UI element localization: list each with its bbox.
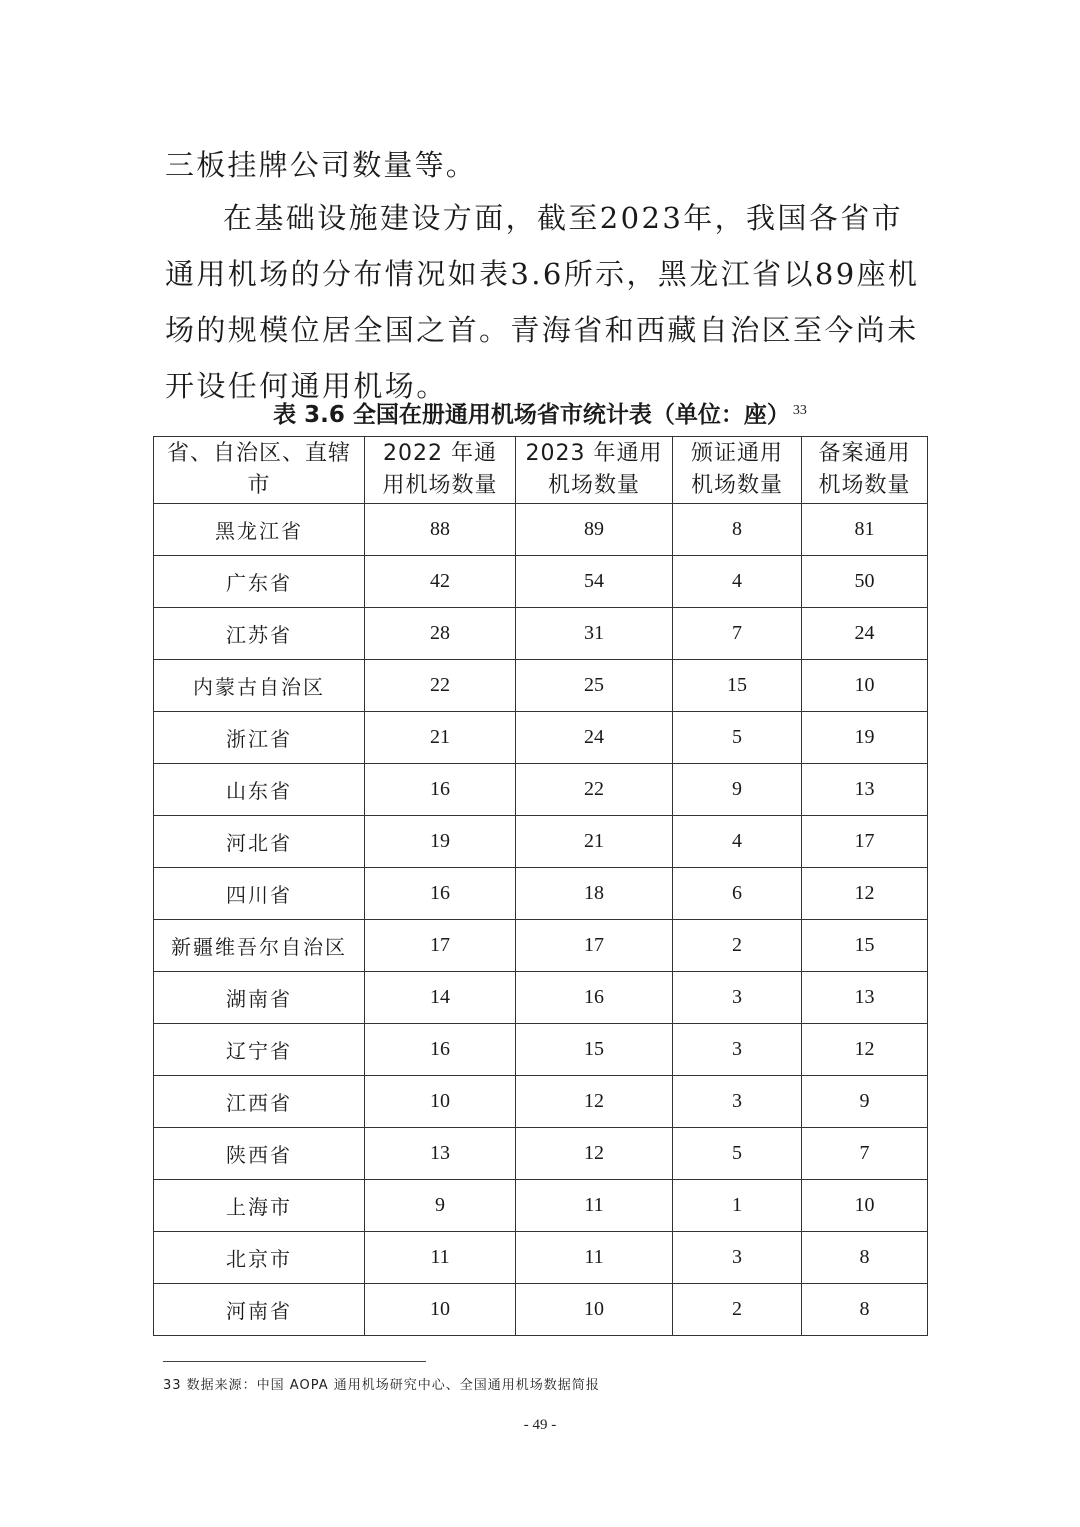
cell-registered-count: 8	[802, 1232, 928, 1284]
table-caption-text: 表 3.6 全国在册通用机场省市统计表（单位：座）	[273, 402, 790, 428]
cell-certified-count: 2	[673, 1284, 802, 1336]
cell-province: 广东省	[154, 556, 365, 608]
cell-province: 河北省	[154, 816, 365, 868]
cell-registered-count: 12	[802, 868, 928, 920]
cell-province: 内蒙古自治区	[154, 660, 365, 712]
cell-registered-count: 7	[802, 1128, 928, 1180]
page-number: - 49 -	[523, 1417, 557, 1433]
cell-2022-count: 42	[365, 556, 516, 608]
cell-province: 北京市	[154, 1232, 365, 1284]
table-row	[154, 972, 928, 1024]
cell-registered-count: 13	[802, 972, 928, 1024]
footnote: 33 数据来源：中国 AOPA 通用机场研究中心、全国通用机场数据简报	[163, 1378, 600, 1393]
cell-2023-count: 18	[516, 868, 673, 920]
cell-province: 上海市	[154, 1180, 365, 1232]
table-row	[154, 920, 928, 972]
cell-certified-count: 4	[673, 816, 802, 868]
cell-province: 辽宁省	[154, 1024, 365, 1076]
cell-certified-count: 3	[673, 1232, 802, 1284]
table-row	[154, 1180, 928, 1232]
body-paragraph: 在基础设施建设方面，截至2023年，我国各省市通用机场的分布情况如表3.6所示，黑龙江省以89座机场的规模位居全国之首。青海省和西藏自治区至今尚未开设任何通用机场。	[165, 201, 920, 403]
cell-certified-count: 2	[673, 920, 802, 972]
cell-2022-count: 10	[365, 1284, 516, 1336]
cell-certified-count: 6	[673, 868, 802, 920]
header-registered-count: 备案通用 机场数量	[802, 437, 928, 504]
table-row	[154, 1076, 928, 1128]
cell-2023-count: 21	[516, 816, 673, 868]
table-row	[154, 868, 928, 920]
cell-2022-count: 19	[365, 816, 516, 868]
cell-2023-count: 17	[516, 920, 673, 972]
cell-province: 新疆维吾尔自治区	[154, 920, 365, 972]
cell-2023-count: 12	[516, 1128, 673, 1180]
table-row	[154, 1232, 928, 1284]
cell-2022-count: 21	[365, 712, 516, 764]
cell-certified-count: 5	[673, 1128, 802, 1180]
cell-province: 山东省	[154, 764, 365, 816]
table-row	[154, 764, 928, 816]
header-certified-count: 颁证通用 机场数量	[673, 437, 802, 504]
cell-2023-count: 16	[516, 972, 673, 1024]
cell-2022-count: 9	[365, 1180, 516, 1232]
cell-certified-count: 8	[673, 504, 802, 556]
cell-province: 四川省	[154, 868, 365, 920]
cell-registered-count: 24	[802, 608, 928, 660]
table-row	[154, 1284, 928, 1336]
cell-registered-count: 50	[802, 556, 928, 608]
cell-certified-count: 9	[673, 764, 802, 816]
cell-registered-count: 17	[802, 816, 928, 868]
cell-2022-count: 88	[365, 504, 516, 556]
cell-2023-count: 54	[516, 556, 673, 608]
body-paragraph: 三板挂牌公司数量等。	[165, 148, 478, 182]
cell-2023-count: 12	[516, 1076, 673, 1128]
cell-registered-count: 10	[802, 660, 928, 712]
cell-2022-count: 17	[365, 920, 516, 972]
cell-registered-count: 10	[802, 1180, 928, 1232]
cell-2023-count: 89	[516, 504, 673, 556]
footnote-reference: 33	[792, 403, 807, 418]
cell-registered-count: 8	[802, 1284, 928, 1336]
cell-2022-count: 16	[365, 1024, 516, 1076]
cell-registered-count: 19	[802, 712, 928, 764]
cell-2022-count: 16	[365, 764, 516, 816]
cell-2022-count: 11	[365, 1232, 516, 1284]
cell-province: 江西省	[154, 1076, 365, 1128]
cell-certified-count: 5	[673, 712, 802, 764]
table-row	[154, 504, 928, 556]
cell-2023-count: 11	[516, 1180, 673, 1232]
cell-certified-count: 15	[673, 660, 802, 712]
header-province: 省、自治区、直辖 市	[154, 437, 365, 504]
cell-province: 河南省	[154, 1284, 365, 1336]
cell-registered-count: 15	[802, 920, 928, 972]
table-row	[154, 816, 928, 868]
cell-2023-count: 22	[516, 764, 673, 816]
cell-registered-count: 13	[802, 764, 928, 816]
cell-certified-count: 3	[673, 1076, 802, 1128]
cell-province: 江苏省	[154, 608, 365, 660]
cell-registered-count: 12	[802, 1024, 928, 1076]
cell-certified-count: 4	[673, 556, 802, 608]
cell-2022-count: 22	[365, 660, 516, 712]
table-row	[154, 1128, 928, 1180]
cell-registered-count: 81	[802, 504, 928, 556]
cell-2023-count: 25	[516, 660, 673, 712]
cell-2022-count: 14	[365, 972, 516, 1024]
cell-province: 黑龙江省	[154, 504, 365, 556]
cell-2023-count: 10	[516, 1284, 673, 1336]
cell-certified-count: 3	[673, 972, 802, 1024]
table-row	[154, 712, 928, 764]
cell-certified-count: 7	[673, 608, 802, 660]
table-row	[154, 608, 928, 660]
cell-2023-count: 11	[516, 1232, 673, 1284]
cell-2023-count: 15	[516, 1024, 673, 1076]
cell-2023-count: 24	[516, 712, 673, 764]
cell-2022-count: 28	[365, 608, 516, 660]
table-row	[154, 660, 928, 712]
cell-province: 湖南省	[154, 972, 365, 1024]
cell-2022-count: 13	[365, 1128, 516, 1180]
table-caption	[0, 398, 1080, 432]
table-row	[154, 556, 928, 608]
airport-statistics-table	[153, 436, 928, 1336]
table-header-row	[154, 437, 928, 504]
cell-certified-count: 1	[673, 1180, 802, 1232]
cell-2022-count: 10	[365, 1076, 516, 1128]
cell-province: 浙江省	[154, 712, 365, 764]
header-2023-count: 2023 年通用 机场数量	[516, 437, 673, 504]
footnote-divider	[163, 1361, 426, 1362]
header-2022-count: 2022 年通 用机场数量	[365, 437, 516, 504]
cell-certified-count: 3	[673, 1024, 802, 1076]
cell-2022-count: 16	[365, 868, 516, 920]
table-row	[154, 1024, 928, 1076]
cell-2023-count: 31	[516, 608, 673, 660]
cell-province: 陕西省	[154, 1128, 365, 1180]
cell-registered-count: 9	[802, 1076, 928, 1128]
